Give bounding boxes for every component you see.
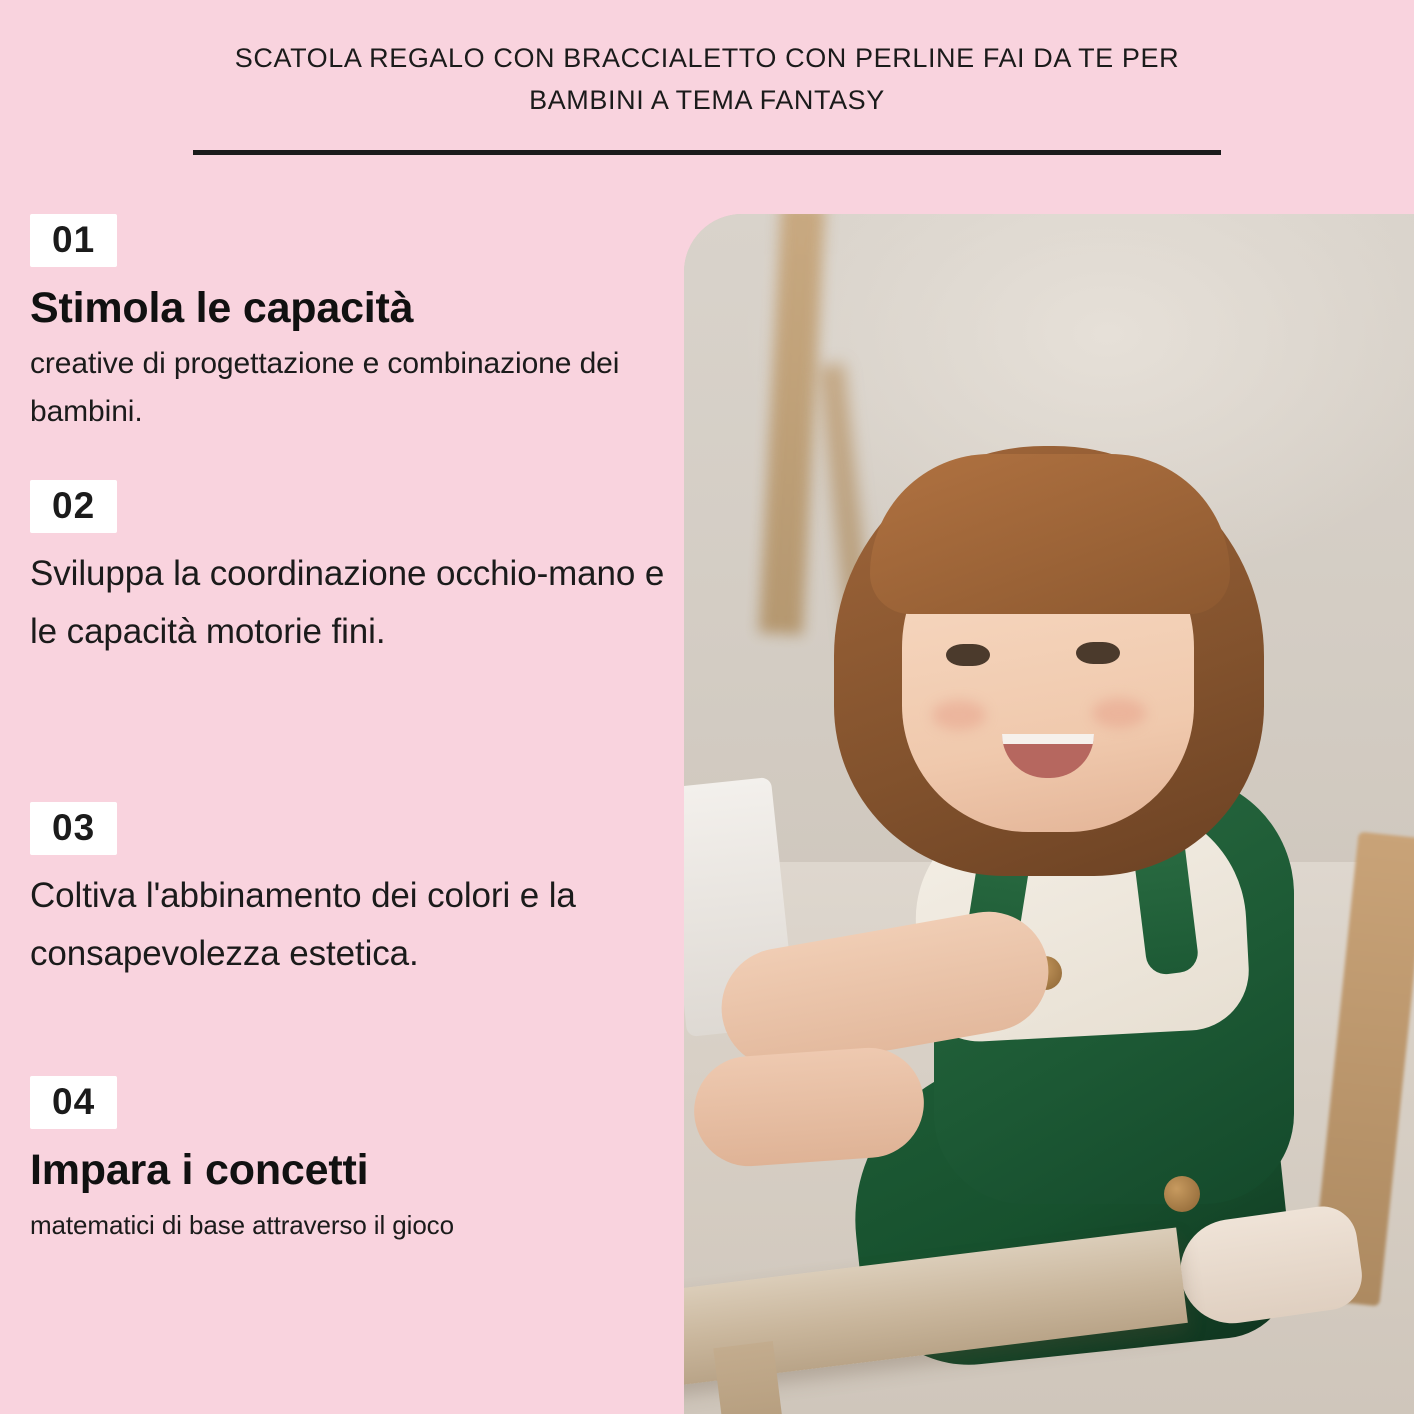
photo-child-cheek-left bbox=[932, 700, 986, 730]
feature-body-01: creative di progettazione e combinazione dei bambini. bbox=[30, 346, 620, 429]
feature-body-02: Sviluppa la coordinazione occhio-mano e le capacità motorie fini. bbox=[30, 554, 665, 651]
photo-child-fringe bbox=[870, 454, 1230, 614]
feature-item-02 bbox=[30, 480, 680, 661]
feature-item-04 bbox=[30, 1076, 454, 1245]
photo-child-cheek-right bbox=[1092, 698, 1146, 728]
product-lifestyle-photo bbox=[684, 214, 1414, 1414]
feature-number-badge-04: 04 bbox=[30, 1076, 117, 1129]
header-divider bbox=[193, 150, 1221, 155]
feature-number-badge-01: 01 bbox=[30, 214, 117, 267]
feature-item-03 bbox=[30, 802, 680, 983]
feature-item-01 bbox=[30, 214, 680, 437]
photo-easel-leg bbox=[759, 214, 825, 635]
page-title: SCATOLA REGALO CON BRACCIALETTO CON PERLINE FAI DA TE PER BAMBINI A TEMA FANTASY bbox=[234, 43, 1180, 115]
header bbox=[0, 0, 1414, 155]
photo-child-eye-left bbox=[946, 644, 990, 666]
feature-number-badge-03: 03 bbox=[30, 802, 117, 855]
feature-list bbox=[0, 196, 680, 1414]
feature-headline-04: Impara i concetti bbox=[30, 1146, 369, 1194]
photo-illustration bbox=[684, 214, 1414, 1414]
photo-overall-button-side bbox=[1164, 1176, 1200, 1212]
feature-body-04: matematici di base attraverso il gioco bbox=[30, 1209, 454, 1240]
feature-number-badge-02: 02 bbox=[30, 480, 117, 533]
photo-child-arm-lower bbox=[690, 1044, 927, 1170]
feature-body-03: Coltiva l'abbinamento dei colori e la consapevolezza estetica. bbox=[30, 876, 576, 973]
feature-headline-01: Stimola le capacità bbox=[30, 284, 414, 332]
photo-child-eye-right bbox=[1076, 642, 1120, 664]
